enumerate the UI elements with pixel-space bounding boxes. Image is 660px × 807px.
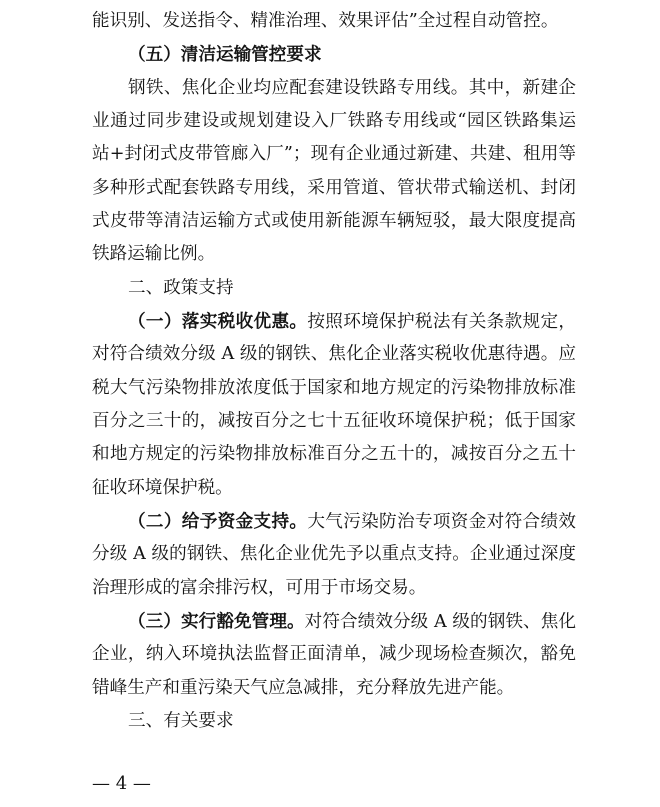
paragraph-exemption-management [92,605,576,705]
paragraph-line: 业通过同步建设或规划建设入厂铁路专用线或“园区铁路集运 [92,110,576,131]
paragraph-line: 式皮带等清洁运输方式或使用新能源车辆短驳，最大限度提高 [92,210,576,231]
page-number: — 4 — [92,773,151,794]
paragraph-line: 百分之三十的，减按百分之七十五征收环境保护税；低于国家 [92,410,576,431]
carryover-line: 能识别、发送指令、精准治理、效果评估”全过程自动管控。 [92,11,559,31]
paragraph-text: 按照环境保护税法有关条款规定， [307,311,576,332]
paragraph-line: 税大气污染物排放浓度低于国家和地方规定的污染物排放标准 [92,377,576,398]
paragraph-funding-support [92,505,576,605]
paragraph-clean-transport [92,72,576,272]
subsection-lead-funding: （二）给予资金支持。 [128,510,308,532]
document-body [92,5,576,738]
paragraph-line: 错峰生产和重污染天气应急减排，充分释放先进产能。 [92,677,515,698]
subsection-lead-exemption: （三）实行豁免管理。 [128,610,305,632]
paragraph-text: 大气污染防治专项资金对符合绩效 [307,511,576,532]
paragraph-first-line [92,605,576,638]
paragraph-first-line [92,305,576,338]
paragraph-line: 和地方规定的污染物排放标准百分之五十的，减按百分之五十 [92,444,576,465]
paragraph-line: 钢铁、焦化企业均应配套建设铁路专用线。其中，新建企 [128,77,576,98]
part-heading-requirements: 三、有关要求 [128,710,234,731]
paragraph-line: 分级 A 级的钢铁、焦化企业优先予以重点支持。企业通过深度 [92,544,576,565]
paragraph-line: 企业，纳入环境执法监督正面清单，减少现场检查频次，豁免 [92,644,576,665]
paragraph-line: 对符合绩效分级 A 级的钢铁、焦化企业落实税收优惠待遇。应 [92,344,576,365]
subsection-lead-tax: （一）落实税收优惠。 [128,310,308,332]
paragraph-tax-incentive [92,305,576,505]
part-heading-policy-support: 二、政策支持 [128,277,234,298]
paragraph-text: 对符合绩效分级 A 级的钢铁、焦化 [304,611,576,632]
section-heading-clean-transport: （五）清洁运输管控要求 [128,44,322,66]
paragraph-line: 铁路运输比例。 [92,244,216,265]
paragraph-line: 治理形成的富余排污权，可用于市场交易。 [92,577,427,598]
paragraph-line: 多种形式配套铁路专用线，采用管道、管状带式输送机、封闭 [92,177,576,198]
paragraph-line: 站+封闭式皮带管廊入厂”；现有企业通过新建、共建、租用等 [92,144,576,165]
paragraph-line: 征收环境保护税。 [92,477,233,498]
paragraph-first-line [92,505,576,538]
